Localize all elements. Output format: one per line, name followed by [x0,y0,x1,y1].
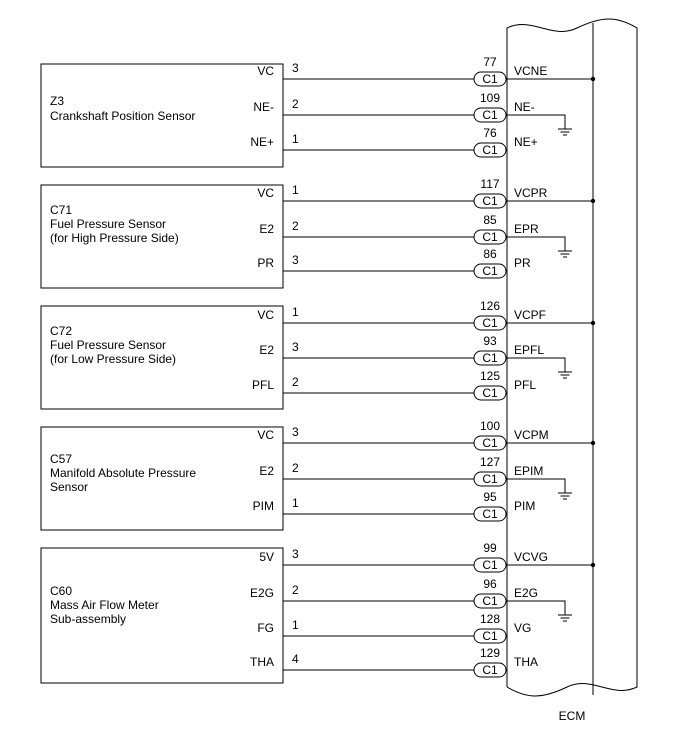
ecm-terminal-label: VCPM [514,428,549,442]
ecm-pin-number: 129 [479,646,501,660]
connector-label: C1 [482,472,498,486]
ground-wire [507,479,565,493]
sensor-pin-label: VC [257,428,274,442]
junction-dot [591,563,595,567]
sensor-block [41,419,595,530]
wire-number: 2 [292,219,299,233]
ecm-pin-number: 77 [483,55,497,69]
junction-dot [591,441,595,445]
sensor-pin-label: PR [257,256,274,270]
sensor-pin-label: E2G [249,586,274,600]
sensor-name-line: (for High Pressure Side) [50,231,179,245]
sensor-list [41,55,595,683]
ecm-terminal-label: THA [514,655,538,669]
sensor-pin-label: E2 [259,464,274,478]
ground-icon [558,372,572,378]
sensor-name-line: Manifold Absolute Pressure [50,466,197,480]
sensor-pin-label: VC [257,186,274,200]
sensor-pin-label: FG [257,621,274,635]
connector-label: C1 [482,316,498,330]
sensor-name-line: (for Low Pressure Side) [50,352,177,366]
connector-label: C1 [482,507,498,521]
wire-number: 1 [292,132,299,146]
ecm-terminal-label: E2G [514,586,539,600]
sensor-pin-label: 5V [259,550,274,564]
sensor-code: C72 [50,324,73,338]
junction-dot [591,199,595,203]
ground-wire [507,237,565,251]
wire-number: 3 [292,425,299,439]
sensor-name-line: Sensor [50,480,89,494]
wire-number: 3 [292,61,299,75]
sensor-code: C71 [50,203,73,217]
connector-label: C1 [482,386,498,400]
ecm-terminal-label: VG [514,621,532,635]
sensor-pin-label: PIM [252,499,274,513]
connector-label: C1 [482,663,498,677]
connector-label: C1 [482,194,498,208]
ecm-terminal-label: VCVG [514,550,549,564]
ecm-terminal-label: VCPR [514,186,548,200]
wire-number: 1 [292,305,299,319]
sensor-pin-label: VC [257,308,274,322]
ecm-pin-number: 95 [483,490,497,504]
wire-number: 2 [292,583,299,597]
ecm-pin-number: 85 [483,213,497,227]
connector-label: C1 [482,264,498,278]
ecm-pin-number: 128 [479,612,501,626]
ground-icon [558,129,572,135]
ecm-terminal-label: PIM [514,499,536,513]
ground-icon [558,615,572,621]
ecm-terminal-label: EPR [514,222,539,236]
ecm-pin-number: 127 [479,455,501,469]
connector-label: C1 [482,436,498,450]
connector-label: C1 [482,629,498,643]
sensor-pin-label: PFL [251,378,274,392]
sensor-block [41,541,595,683]
connector-label: C1 [482,72,498,86]
sensor-code: C60 [50,584,73,598]
wire-number: 3 [292,547,299,561]
junction-dot [591,77,595,81]
wire-number: 3 [292,253,299,267]
wire-number: 2 [292,97,299,111]
sensor-name-line: Fuel Pressure Sensor [50,217,167,231]
ecm-terminal-label: PR [514,256,531,270]
ecm-pin-number: 93 [483,334,497,348]
sensor-pin-label: THA [250,655,274,669]
ecm-pin-number: 100 [479,419,501,433]
ecm-terminal-label: NE+ [514,135,538,149]
sensor-block [41,177,595,288]
wire-number: 4 [292,652,299,666]
sensor-name-line: Mass Air Flow Meter [50,598,159,612]
wire-number: 1 [292,496,299,510]
ecm-pin-number: 99 [483,541,497,555]
ecm-pin-number: 126 [479,299,501,313]
sensor-name-line: Crankshaft Position Sensor [50,109,196,123]
sensor-name-line: Fuel Pressure Sensor [50,338,167,352]
wire-number: 3 [292,340,299,354]
sensor-code: C57 [50,452,73,466]
wire-number: 1 [292,618,299,632]
ecm-pin-number: 86 [483,247,497,261]
ground-icon [558,251,572,257]
ground-wire [507,358,565,372]
ecm-label: ECM [558,709,586,723]
ecm-terminal-label: VCPF [514,308,547,322]
ecm-pin-number: 76 [483,126,497,140]
ground-wire [507,601,565,615]
ecm-terminal-label: PFL [514,378,537,392]
sensor-code: Z3 [50,94,65,108]
ground-wire [507,115,565,129]
wire-number: 1 [292,183,299,197]
connector-label: C1 [482,594,498,608]
ecm-terminal-label: VCNE [514,64,548,78]
sensor-pin-label: NE- [253,100,274,114]
ecm-terminal-label: EPIM [514,464,544,478]
sensor-pin-label: E2 [259,222,274,236]
sensor-name-line: Sub-assembly [50,612,127,626]
wire-number: 2 [292,461,299,475]
ecm-pin-number: 96 [483,577,497,591]
wire-number: 2 [292,375,299,389]
ground-icon [558,493,572,499]
ecm-pin-number: 125 [479,369,501,383]
sensor-pin-label: NE+ [250,135,274,149]
ecm-terminal-label: EPFL [514,343,545,357]
connector-label: C1 [482,230,498,244]
connector-label: C1 [482,143,498,157]
sensor-pin-label: VC [257,64,274,78]
sensor-pin-label: E2 [259,343,274,357]
connector-label: C1 [482,351,498,365]
sensor-block [41,55,595,167]
junction-dot [591,321,595,325]
connector-label: C1 [482,108,498,122]
sensor-block [41,299,595,409]
connector-label: C1 [482,558,498,572]
ecm-pin-number: 117 [480,177,500,191]
ecm-terminal-label: NE- [514,100,535,114]
ecm-pin-number: 109 [479,91,501,105]
